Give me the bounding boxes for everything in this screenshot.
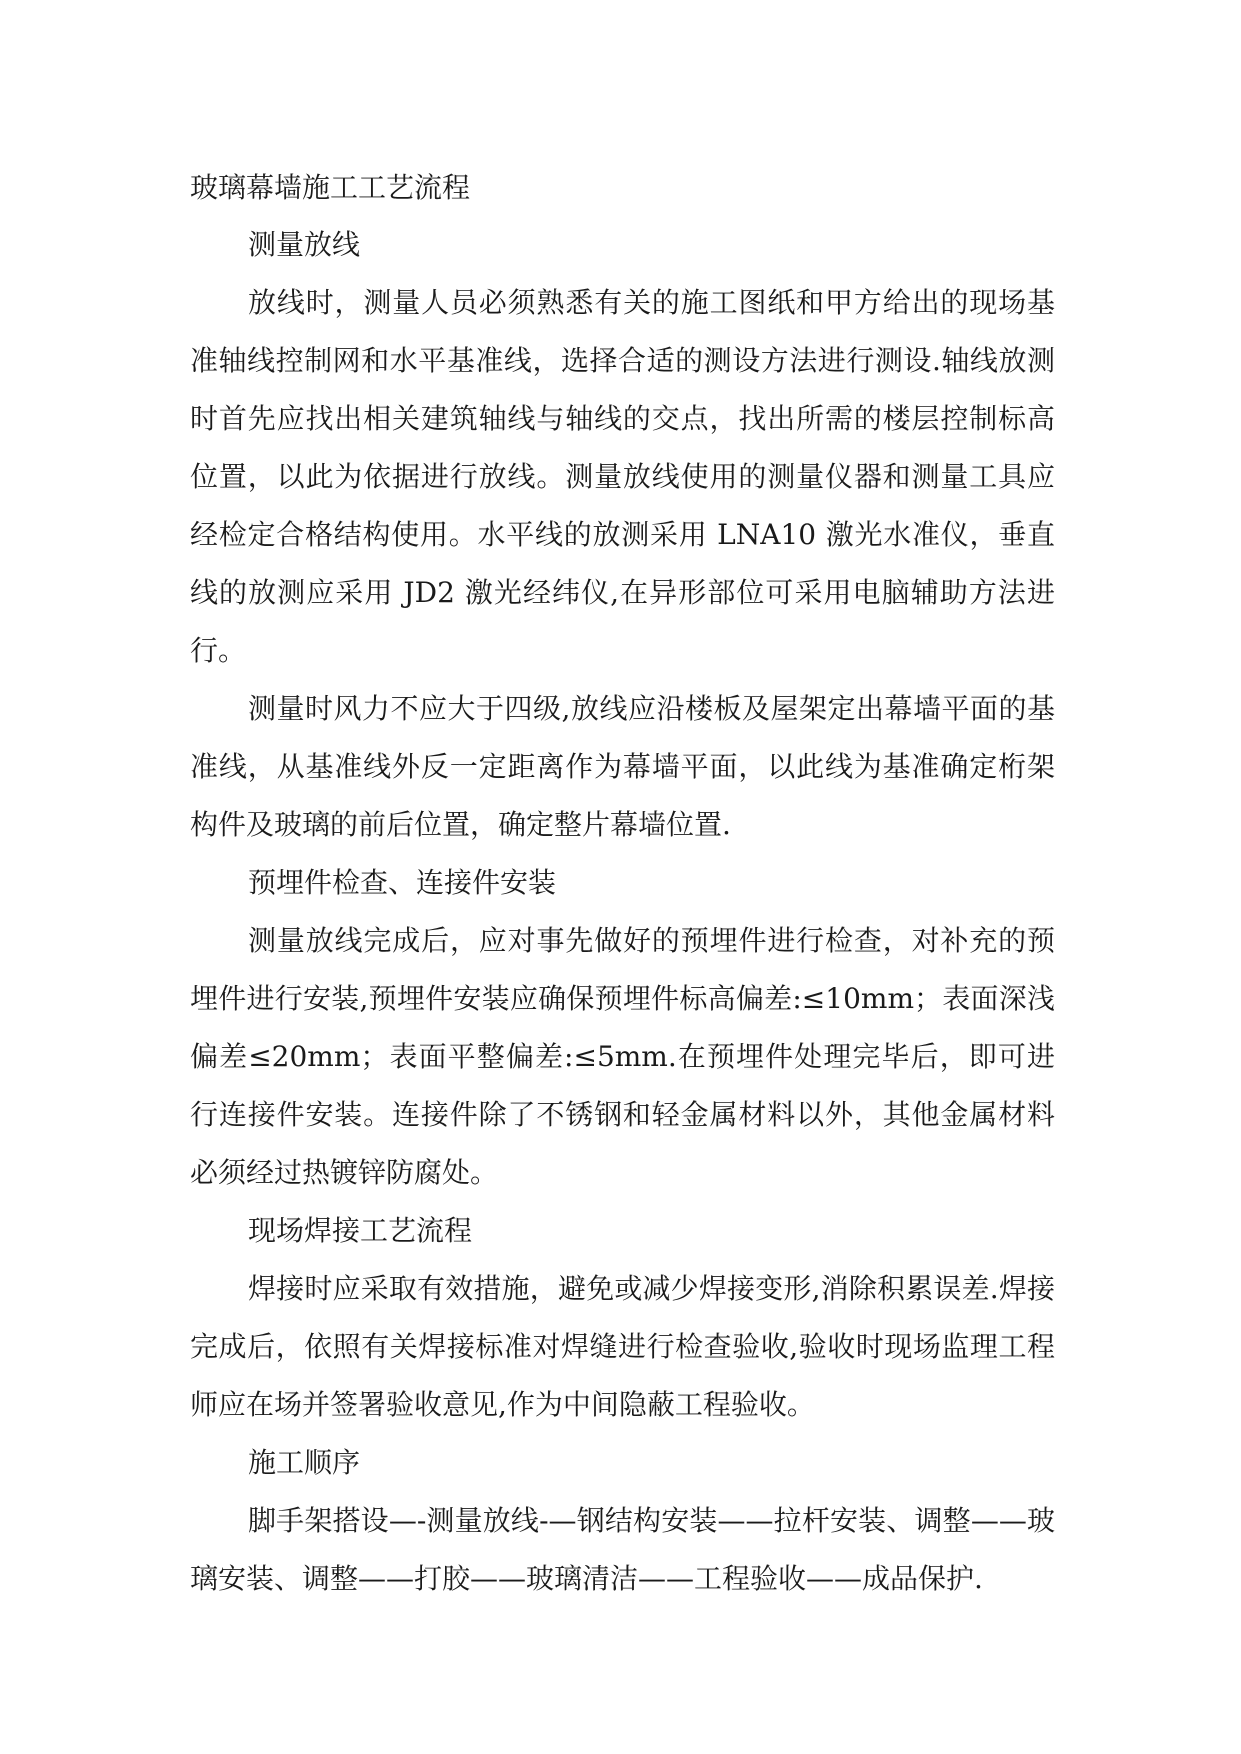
document-title: 玻璃幕墙施工工艺流程: [190, 171, 471, 204]
paragraph-survey-2: 测量时风力不应大于四级,放线应沿楼板及屋架定出幕墙平面的基准线，从基准线外反一定距离作为幕墙平面，以此线为基准确定桁架构件及玻璃的前后位置，确定整片幕墙位置.: [190, 692, 1055, 841]
document-page: [190, 160, 1055, 1608]
paragraph-sequence: 脚手架搭设—-测量放线-—钢结构安装——拉杆安装、调整——玻璃安装、调整——打胶——玻璃清洁——工程验收——成品保护.: [190, 1504, 1055, 1595]
section-heading-sequence: 施工顺序: [248, 1446, 361, 1479]
paragraph-survey-1: 放线时，测量人员必须熟悉有关的施工图纸和甲方给出的现场基准轴线控制网和水平基准线，选择合适的测设方法进行测设.轴线放测时首先应找出相关建筑轴线与轴线的交点，找出所需的楼层控制标高位置，以此为依据进行放线。测量放线使用的测量仪器和测量工具应经检定合格结构使用。水平线的放测采用 LNA10 激光水准仪，垂直线的放测应采用 JD2 激光经纬仪,在异形部位可采用电脑辅助方法进行。: [190, 286, 1055, 667]
section-heading-welding: 现场焊接工艺流程: [248, 1214, 473, 1247]
section-heading-embedded-parts: 预埋件检查、连接件安装: [248, 866, 557, 899]
section-heading-survey: 测量放线: [248, 228, 361, 261]
paragraph-welding: 焊接时应采取有效措施，避免或减少焊接变形,消除积累误差.焊接完成后，依照有关焊接标准对焊缝进行检查验收,验收时现场监理工程师应在场并签署验收意见,作为中间隐蔽工程验收。: [190, 1272, 1055, 1421]
paragraph-embedded-parts: 测量放线完成后，应对事先做好的预埋件进行检查，对补充的预埋件进行安装,预埋件安装应确保预埋件标高偏差:≤10mm；表面深浅偏差≤20mm；表面平整偏差:≤5mm.在预埋件处理完毕后，即可进行连接件安装。连接件除了不锈钢和轻金属材料以外，其他金属材料必须经过热镀锌防腐处。: [190, 924, 1055, 1189]
